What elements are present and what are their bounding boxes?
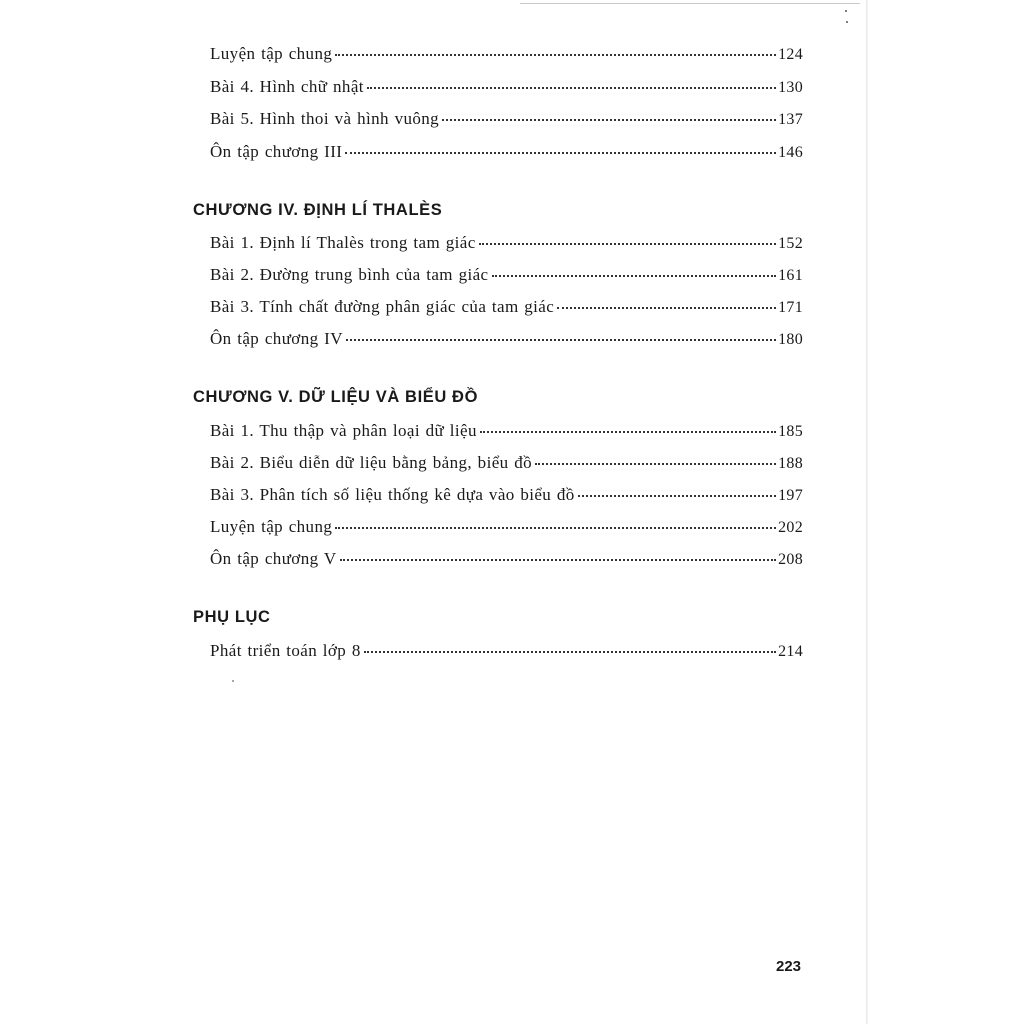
toc-entry-page: 124 xyxy=(778,46,803,63)
toc-entry-title: Bài 2. Biểu diễn dữ liệu bằng bảng, biểu đồ xyxy=(210,453,532,472)
toc-entry-page: 146 xyxy=(778,144,803,161)
toc-entry-title: Bài 3. Tính chất đường phân giác của tam giác xyxy=(210,297,555,316)
dot-leader xyxy=(480,431,776,433)
toc-entry-title: Ôn tập chương III xyxy=(210,142,343,161)
toc-entry-title: Bài 1. Thu thập và phân loại dữ liệu xyxy=(210,421,477,440)
page-number: 223 xyxy=(776,958,802,975)
toc-entry[interactable] xyxy=(210,142,803,166)
toc-entry-title: Bài 3. Phân tích số liệu thống kê dựa vào biểu đồ xyxy=(210,485,575,504)
toc-entry-page: 214 xyxy=(778,643,803,660)
dot-leader xyxy=(340,559,777,561)
dot-leader xyxy=(442,119,776,121)
toc-entry[interactable] xyxy=(210,329,803,353)
toc-entry[interactable] xyxy=(210,641,803,665)
toc-entry-page: 161 xyxy=(778,267,803,284)
toc-entry-title: Luyện tập chung xyxy=(210,517,333,536)
toc-entry-page: 152 xyxy=(778,235,803,252)
toc-entry-page: 130 xyxy=(778,79,803,96)
toc-entry[interactable] xyxy=(210,549,803,573)
toc-entry[interactable] xyxy=(210,453,803,477)
toc-entry[interactable] xyxy=(210,77,803,101)
toc-entry-page: 180 xyxy=(778,331,803,348)
toc-entry-page: 137 xyxy=(778,111,803,128)
toc-entry-title: Luyện tập chung xyxy=(210,44,333,63)
appendix-heading: PHỤ LỤC xyxy=(193,608,271,626)
chapter-heading: CHƯƠNG V. DỮ LIỆU VÀ BIỂU ĐỒ xyxy=(193,388,479,406)
dot-leader xyxy=(479,243,776,245)
dot-leader xyxy=(335,527,776,529)
toc-entry[interactable] xyxy=(210,44,803,68)
dot-leader xyxy=(557,307,776,309)
chapter-heading: CHƯƠNG IV. ĐỊNH LÍ THALÈS xyxy=(193,201,443,219)
toc-entry-page: 202 xyxy=(778,519,803,536)
toc-entry[interactable] xyxy=(210,517,803,541)
toc-entry-title: Bài 2. Đường trung bình của tam giác xyxy=(210,265,489,284)
dot-leader xyxy=(364,651,776,653)
toc-entry-page: 208 xyxy=(778,551,803,568)
toc-entry-title: Ôn tập chương IV xyxy=(210,329,343,348)
dot-leader xyxy=(367,87,776,89)
dot-leader xyxy=(535,463,776,465)
toc-entry[interactable] xyxy=(210,233,803,257)
page-right-edge xyxy=(866,0,868,1024)
toc-entry-page: 197 xyxy=(778,487,803,504)
toc-entry-title: Bài 5. Hình thoi và hình vuông xyxy=(210,109,440,128)
toc-entry-title: Bài 1. Định lí Thalès trong tam giác xyxy=(210,233,476,252)
dot-leader xyxy=(492,275,777,277)
dot-leader xyxy=(345,152,776,154)
scan-speck xyxy=(232,680,234,682)
toc-entry-page: 188 xyxy=(778,455,803,472)
scan-speck xyxy=(845,10,847,12)
toc-entry-title: Ôn tập chương V xyxy=(210,549,337,568)
toc-entry-page: 171 xyxy=(778,299,803,316)
dot-leader xyxy=(346,339,776,341)
scan-speck xyxy=(846,21,848,23)
toc-entry[interactable] xyxy=(210,485,803,509)
toc-entry[interactable] xyxy=(210,265,803,289)
top-edge-rule xyxy=(520,3,860,4)
toc-entry[interactable] xyxy=(210,421,803,445)
toc-entry-page: 185 xyxy=(778,423,803,440)
toc-entry-title: Bài 4. Hình chữ nhật xyxy=(210,77,364,96)
toc-entry-title: Phát triển toán lớp 8 xyxy=(210,641,361,660)
dot-leader xyxy=(335,54,776,56)
toc-entry[interactable] xyxy=(210,297,803,321)
toc-entry[interactable] xyxy=(210,109,803,133)
dot-leader xyxy=(578,495,776,497)
